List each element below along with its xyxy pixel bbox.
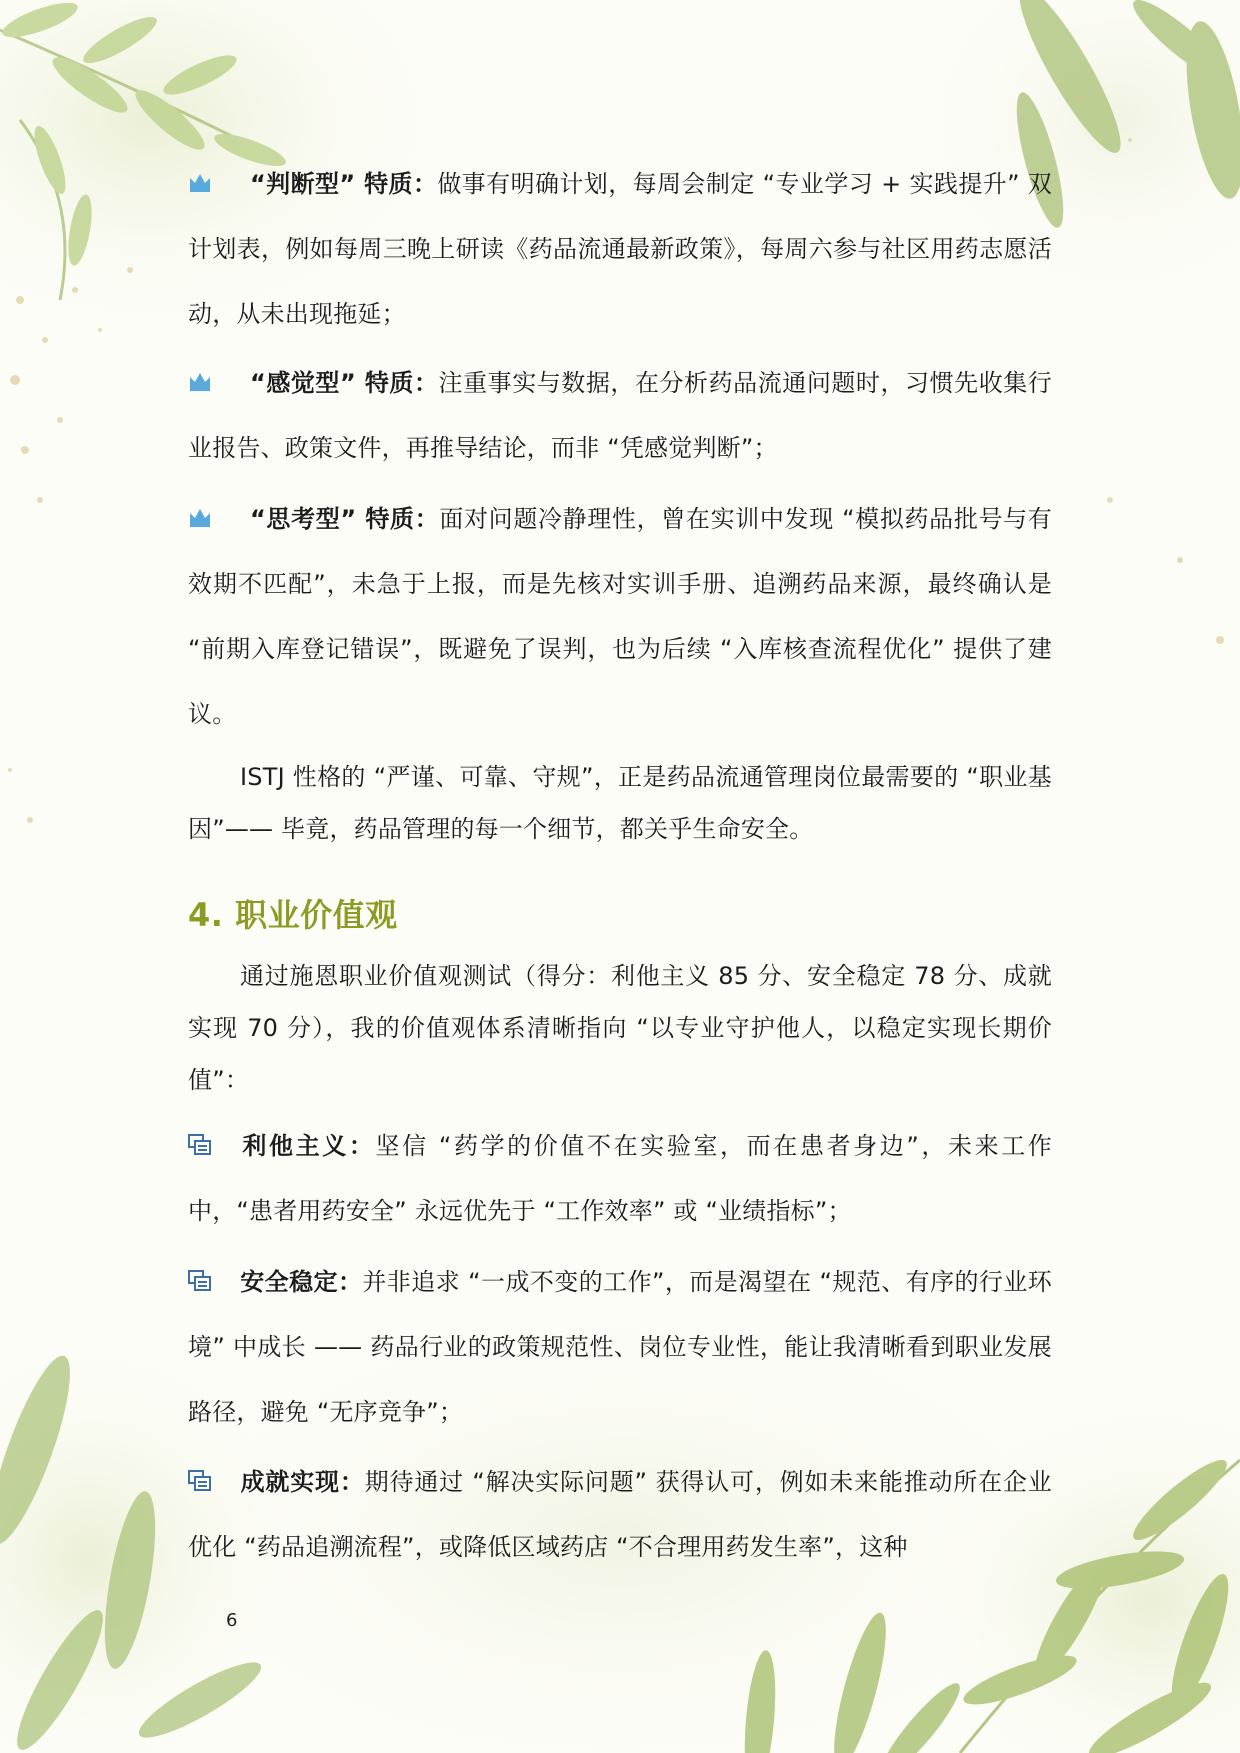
value-text: 并非追求 “一成不变的工作”，而是渴望在 “规范、有序的行业环境” 中成长 —— 药品行业的政策规范性、岗位专业性，能让我清晰看到职业发展路径，避免 “无序竞争”；: [188, 1268, 1052, 1426]
intro-paragraph: 通过施恩职业价值观测试（得分：利他主义 85 分、安全稳定 78 分、成就实现 70 分），我的价值观体系清晰指向 “以专业守护他人，以稳定实现长期价值”：: [188, 962, 1052, 1094]
document-icon: [188, 1452, 240, 1476]
section-heading: 4. 职业价值观: [188, 896, 398, 934]
trait-text: 注重事实与数据，在分析药品流通问题时，习惯先收集行业报告、政策文件，再推导结论，而非 “凭感觉判断”；: [188, 369, 1053, 462]
crown-icon: [188, 154, 250, 178]
value-item-security: [188, 1250, 1052, 1445]
trait-title: “思考型” 特质：: [250, 505, 440, 533]
page-number: 6: [226, 1610, 238, 1631]
value-title: 成就实现：: [240, 1468, 365, 1496]
value-title: 利他主义：: [240, 1132, 376, 1160]
trait-text: 面对问题冷静理性，曾在实训中发现 “模拟药品批号与有效期不匹配”，未急于上报，而是先核对实训手册、追溯药品来源，最终确认是 “前期入库登记错误”，既避免了误判，也为后续 “入库核查流程优化” 提供了建议。: [188, 505, 1053, 728]
document-icon: [188, 1116, 240, 1140]
trait-title: “判断型” 特质：: [250, 170, 438, 198]
trait-text: 做事有明确计划，每周会制定 “专业学习 + 实践提升” 双计划表，例如每周三晚上研读《药品流通最新政策》，每周六参与社区用药志愿活动，从未出现拖延；: [188, 170, 1053, 328]
summary-paragraph: ISTJ 性格的 “严谨、可靠、守规”，正是药品流通管理岗位最需要的 “职业基因”—— 毕竟，药品管理的每一个细节，都关乎生命安全。: [188, 763, 1052, 843]
value-item-altruism: [188, 1114, 1052, 1244]
document-icon: [188, 1252, 240, 1276]
trait-item-judging: [188, 152, 1052, 347]
trait-item-sensing: [188, 351, 1052, 481]
trait-title: “感觉型” 特质：: [250, 369, 439, 397]
value-item-achievement: [188, 1450, 1052, 1580]
crown-icon: [188, 489, 250, 513]
value-text: 期待通过 “解决实际问题” 获得认可，例如未来能推动所在企业优化 “药品追溯流程”，或降低区域药店 “不合理用药发生率”，这种: [188, 1468, 1053, 1561]
trait-item-thinking: [188, 487, 1052, 747]
crown-icon: [188, 353, 250, 377]
value-text: 坚信 “药学的价值不在实验室，而在患者身边”，未来工作中，“患者用药安全” 永远优先于 “工作效率” 或 “业绩指标”；: [188, 1132, 1053, 1225]
value-title: 安全稳定：: [240, 1268, 363, 1296]
